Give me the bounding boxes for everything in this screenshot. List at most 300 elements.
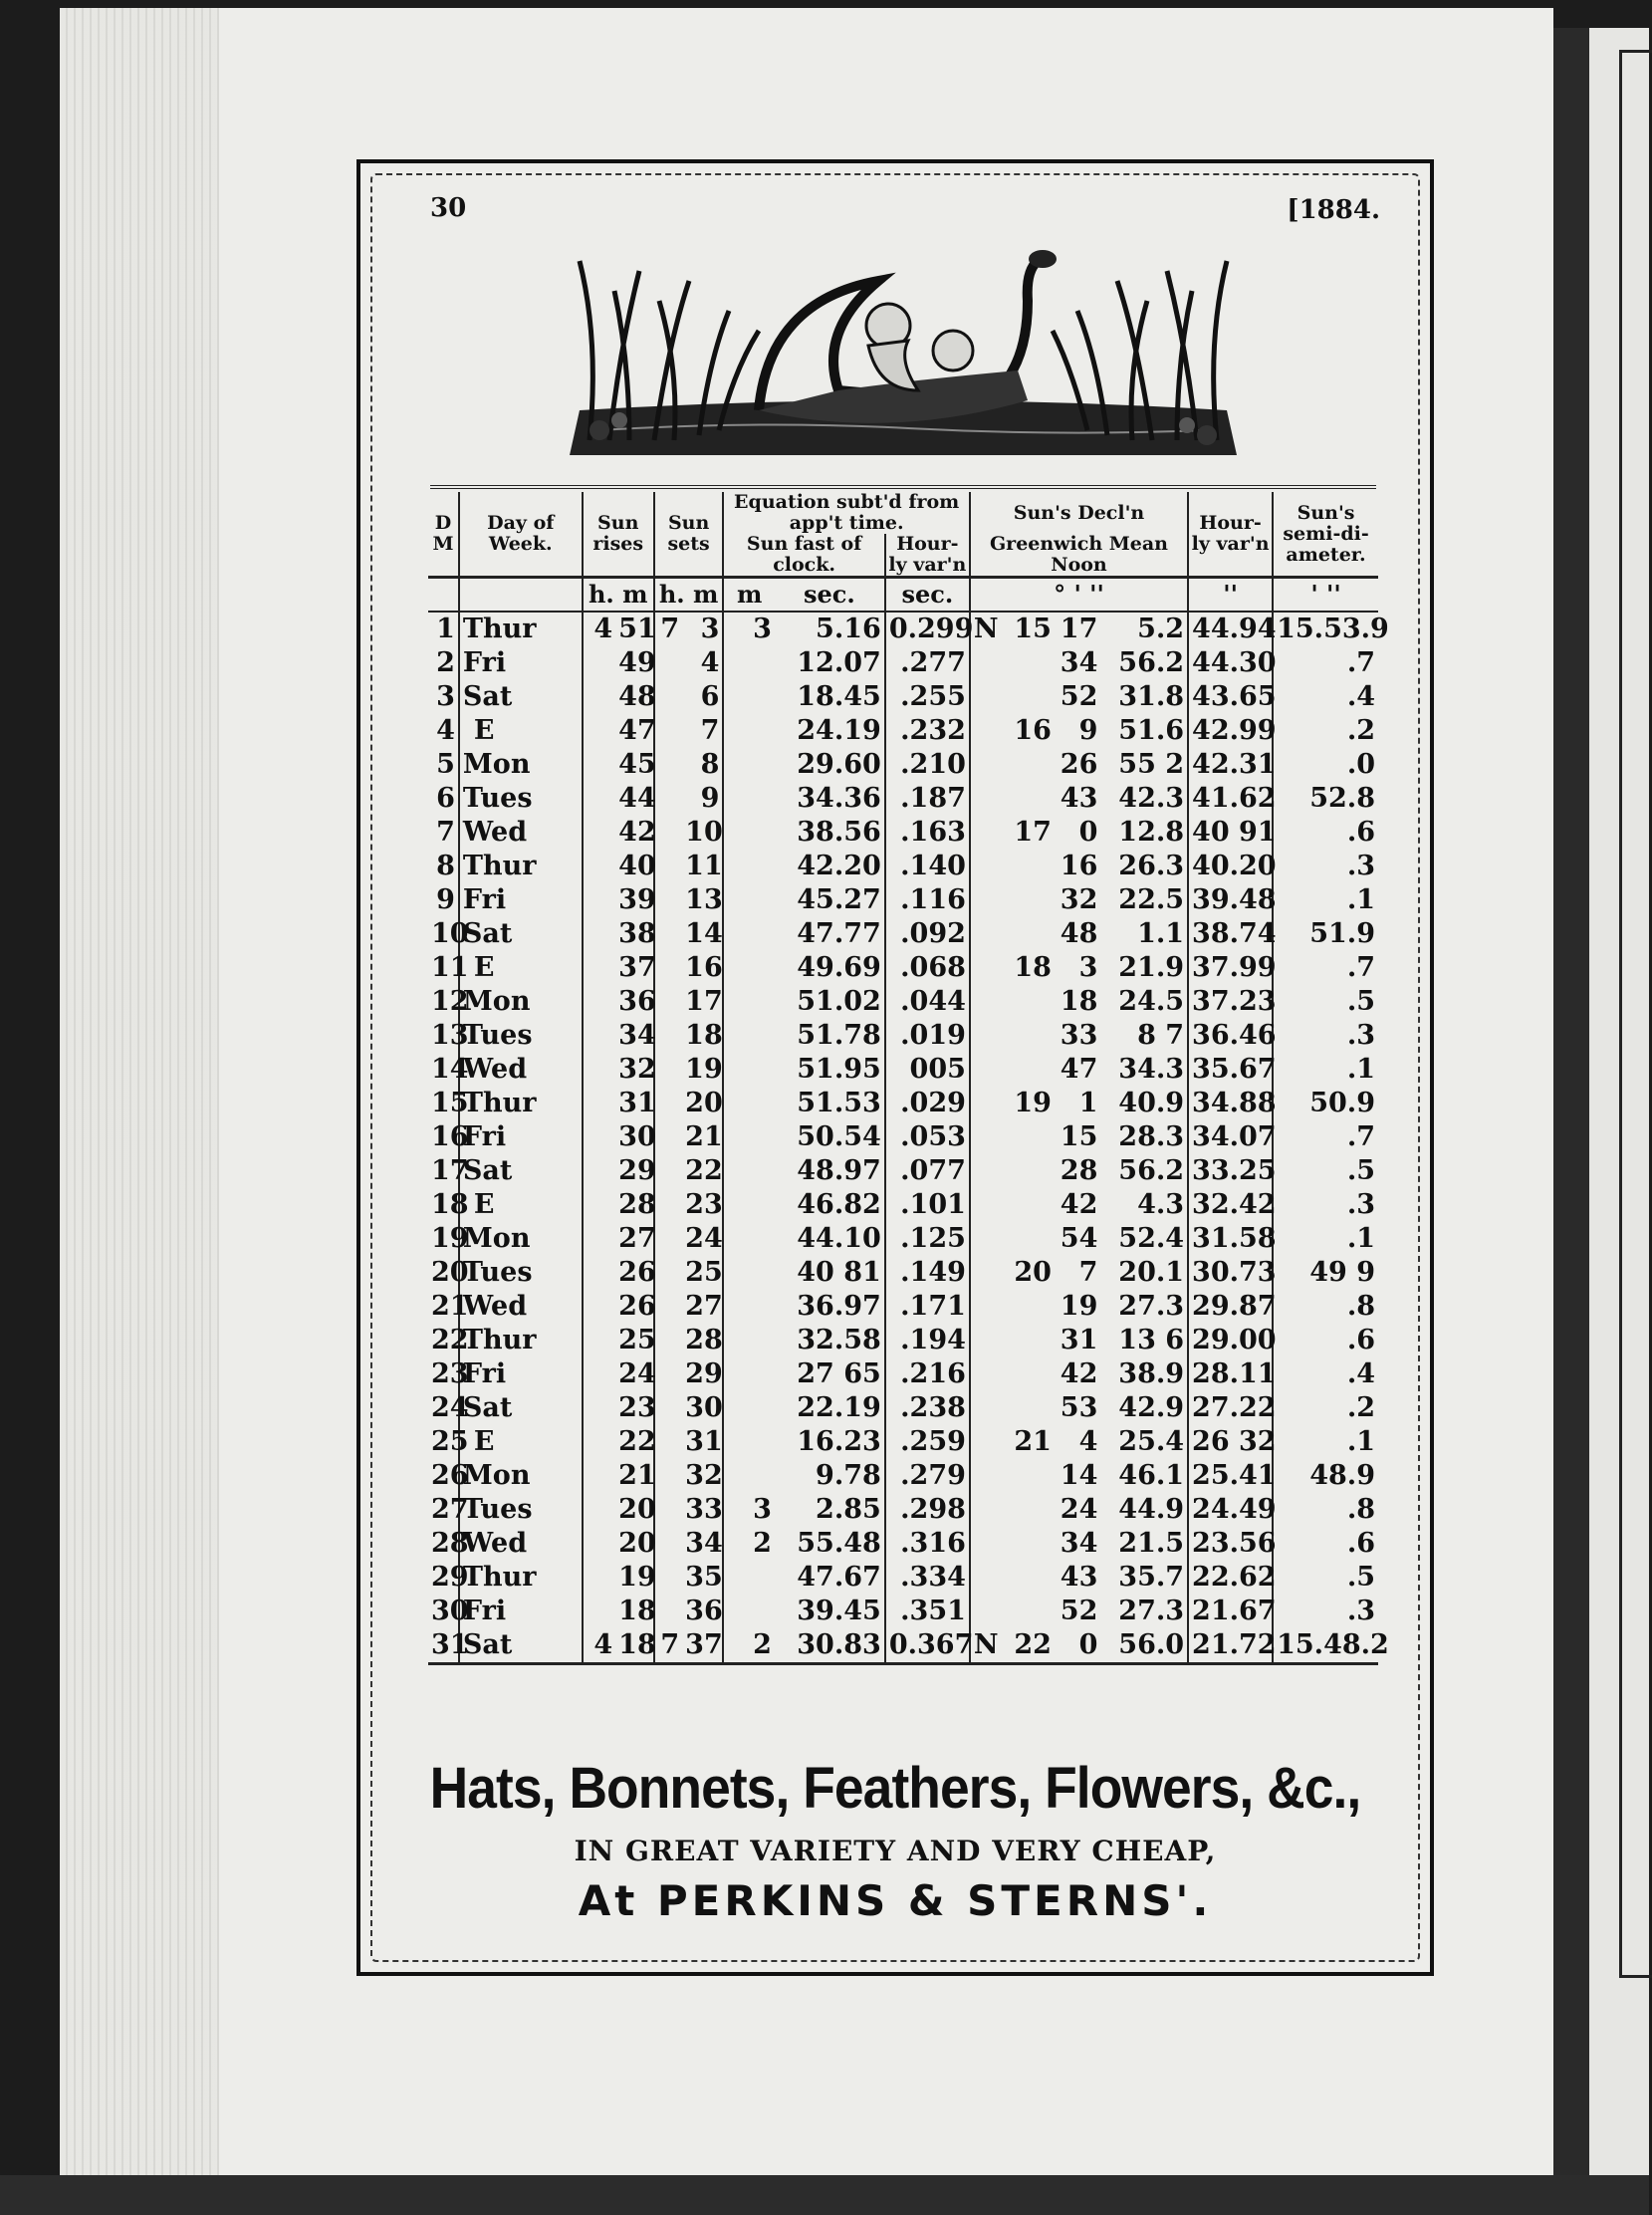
- cell-hv: 0.299: [885, 612, 970, 646]
- table-row: [428, 917, 1378, 951]
- cell-hv2: 23.56: [1188, 1527, 1273, 1561]
- cell-sh: [654, 816, 682, 850]
- cell-hv: .149: [885, 1256, 970, 1290]
- cell-dd: [1003, 1561, 1055, 1595]
- cell-es: 24.19: [797, 715, 881, 746]
- cell-semi: 52.8: [1273, 782, 1378, 816]
- cell-hv: .316: [885, 1527, 970, 1561]
- cell-d: 9: [436, 884, 455, 915]
- cell-es: 38.56: [797, 817, 881, 848]
- cell-ds: 35.7: [1118, 1562, 1185, 1593]
- cell-ds: 52.4: [1118, 1223, 1185, 1254]
- table-row: [428, 1391, 1378, 1425]
- cell-rm: 22: [618, 1426, 656, 1457]
- header-greenwich: Greenwich Mean Noon: [970, 534, 1188, 578]
- cell-dd: 22: [1003, 1628, 1055, 1664]
- header-semidiameter: Sun's semi-di-ameter.: [1273, 492, 1378, 578]
- cell-dn: [970, 1324, 1004, 1357]
- table-row: [428, 1628, 1378, 1664]
- cell-rm: 49: [618, 647, 656, 678]
- cell-ds: 21.5: [1118, 1528, 1185, 1559]
- cell-dd: 15: [1014, 614, 1052, 644]
- cell-w: Mon: [459, 985, 583, 1019]
- cell-sm: 30: [685, 1392, 723, 1423]
- cell-d: 11: [431, 952, 469, 983]
- cell-semi: 15.48.2: [1273, 1628, 1378, 1664]
- cell-semi: .6: [1273, 1527, 1378, 1561]
- cell-hv2: 25.41: [1188, 1459, 1273, 1493]
- cell-em: 3: [723, 612, 775, 646]
- cell-hv: .210: [885, 748, 970, 782]
- unit-semi: ' '': [1273, 578, 1378, 613]
- cell-em: [723, 782, 775, 816]
- table-row: [428, 1188, 1378, 1222]
- cell-es: 49.69: [797, 952, 881, 983]
- cell-es: 47.77: [797, 918, 881, 949]
- cell-sm: 14: [685, 918, 723, 949]
- cell-dd: [1003, 1222, 1055, 1256]
- page-year: [1884.: [1287, 195, 1380, 225]
- cell-hv2: 38.74: [1188, 917, 1273, 951]
- cell-dmi: 48: [1060, 918, 1098, 949]
- cell-dn: [970, 1357, 1004, 1391]
- cell-es: 29.60: [797, 749, 881, 780]
- cell-sm: 31: [685, 1426, 723, 1457]
- table-row: [428, 1493, 1378, 1527]
- cell-w: E: [459, 1425, 583, 1459]
- cell-dmi: 14: [1060, 1460, 1098, 1491]
- cell-es: 55.48: [797, 1528, 881, 1559]
- cell-rm: 40: [618, 851, 656, 881]
- table-row: [428, 1222, 1378, 1256]
- cell-em: 2: [723, 1527, 775, 1561]
- cell-em: [723, 1256, 775, 1290]
- header-equation: Equation subt'd from app't time.: [723, 492, 970, 534]
- cell-sm: 3: [700, 614, 720, 644]
- cell-hv2: 27.22: [1188, 1391, 1273, 1425]
- cell-semi: .2: [1273, 1391, 1378, 1425]
- cell-sh: [654, 1290, 682, 1324]
- cell-rm: 29: [618, 1155, 656, 1186]
- cell-rm: 20: [618, 1494, 656, 1525]
- cell-hv: .019: [885, 1019, 970, 1053]
- cell-hv: .216: [885, 1357, 970, 1391]
- cell-es: 51.02: [797, 986, 881, 1017]
- cell-dn: [970, 1222, 1004, 1256]
- cell-rh: [583, 1425, 616, 1459]
- cell-rh: [583, 816, 616, 850]
- table-row: [428, 816, 1378, 850]
- cell-es: 51.78: [797, 1020, 881, 1051]
- cell-rm: 38: [618, 918, 656, 949]
- table-row: [428, 1527, 1378, 1561]
- cell-hv: .077: [885, 1154, 970, 1188]
- cell-w: Wed: [459, 816, 583, 850]
- cell-d: 5: [436, 749, 455, 780]
- cell-sh: [654, 748, 682, 782]
- cell-dmi: 26: [1060, 749, 1098, 780]
- cell-es: 34.36: [797, 783, 881, 814]
- ad-headline: Hats, Bonnets, Feathers, Flowers, &c.,: [429, 1756, 1361, 1821]
- table-row: [428, 1120, 1378, 1154]
- cell-sh: [654, 951, 682, 985]
- cell-hv: .298: [885, 1493, 970, 1527]
- cell-sh: [654, 1019, 682, 1053]
- cell-sm: 8: [700, 749, 720, 780]
- cell-em: [723, 1188, 775, 1222]
- cell-es: 22.19: [797, 1392, 881, 1423]
- cell-sm: 37: [682, 1628, 723, 1664]
- cell-em: [723, 646, 775, 680]
- cell-sh: [654, 1561, 682, 1595]
- unit-decl: ° ' '': [970, 578, 1188, 613]
- cell-rm: 18: [615, 1628, 654, 1664]
- cell-sh: 7: [654, 612, 682, 646]
- cell-dd: [1003, 1120, 1055, 1154]
- cell-dd: [1003, 1459, 1055, 1493]
- cell-rm: 48: [618, 681, 656, 712]
- cell-d: 30: [431, 1596, 469, 1626]
- cell-hv2: 40 91: [1188, 816, 1273, 850]
- cell-es: 46.82: [797, 1189, 881, 1220]
- cell-d: 23: [431, 1358, 469, 1389]
- cell-sm: 36: [685, 1596, 723, 1626]
- cell-rm: 42: [618, 817, 656, 848]
- cell-em: [723, 1391, 775, 1425]
- cell-hv: .232: [885, 714, 970, 748]
- table-row: [428, 951, 1378, 985]
- almanac-table: [428, 491, 1389, 1665]
- facing-page-border: [1619, 50, 1652, 1978]
- table-row: [428, 1087, 1378, 1120]
- cell-rm: 51: [618, 614, 656, 644]
- cell-semi: .7: [1273, 951, 1378, 985]
- cell-ds: 38.9: [1118, 1358, 1185, 1389]
- cell-rm: 18: [618, 1596, 656, 1626]
- table-row: [428, 748, 1378, 782]
- cell-d: 14: [431, 1054, 469, 1085]
- cell-rh: [583, 1188, 616, 1222]
- table-row: [428, 1357, 1378, 1391]
- cell-w: Mon: [459, 1459, 583, 1493]
- table-row: [428, 1561, 1378, 1595]
- cell-hv2: 37.23: [1188, 985, 1273, 1019]
- cell-hv2: 31.58: [1188, 1222, 1273, 1256]
- cell-rm: 27: [618, 1223, 656, 1254]
- cell-dmi: 47: [1060, 1054, 1098, 1085]
- cell-d: 20: [431, 1257, 469, 1288]
- cell-w: Mon: [459, 1222, 583, 1256]
- cell-hv2: 32.42: [1188, 1188, 1273, 1222]
- cell-hv2: 44.30: [1188, 646, 1273, 680]
- cell-ds: 22.5: [1118, 884, 1185, 915]
- cell-dd: 18: [1014, 952, 1052, 983]
- cell-hv2: 40.20: [1188, 850, 1273, 883]
- cell-ds: 27.3: [1118, 1291, 1185, 1322]
- cell-hv: .279: [885, 1459, 970, 1493]
- cell-dmi: 15: [1060, 1121, 1098, 1152]
- cell-sm: 21: [685, 1121, 723, 1152]
- cell-rh: [583, 1154, 616, 1188]
- cell-dmi: 24: [1060, 1494, 1098, 1525]
- cell-hv2: 24.49: [1188, 1493, 1273, 1527]
- cell-hv2: 29.87: [1188, 1290, 1273, 1324]
- cell-rm: 36: [618, 986, 656, 1017]
- cell-em: [723, 1324, 775, 1357]
- binding-shadow: [1553, 28, 1589, 2184]
- cell-w: E: [459, 1188, 583, 1222]
- cell-hv: .163: [885, 816, 970, 850]
- cell-semi: .8: [1273, 1493, 1378, 1527]
- cell-sh: [654, 1357, 682, 1391]
- cell-rh: [583, 1459, 616, 1493]
- table-row: [428, 1256, 1378, 1290]
- cell-hv2: 42.31: [1188, 748, 1273, 782]
- cell-rm: 20: [618, 1528, 656, 1559]
- cell-dd: 17: [1014, 817, 1052, 848]
- cell-sm: 34: [685, 1528, 723, 1559]
- cell-rm: 30: [618, 1121, 656, 1152]
- cell-dd: [1003, 782, 1055, 816]
- cell-w: E: [459, 951, 583, 985]
- cell-semi: .4: [1273, 1357, 1378, 1391]
- cell-ds: 42.9: [1118, 1392, 1185, 1423]
- cell-dn: [970, 748, 1004, 782]
- cell-dd: 19: [1014, 1088, 1052, 1118]
- cell-sm: 22: [685, 1155, 723, 1186]
- cell-hv: .068: [885, 951, 970, 985]
- cell-semi: .8: [1273, 1290, 1378, 1324]
- header-sun-fast: Sun fast of clock.: [723, 534, 884, 578]
- cell-dn: [970, 1527, 1004, 1561]
- cell-dmi: 43: [1060, 783, 1098, 814]
- cell-hv: .194: [885, 1324, 970, 1357]
- cell-sm: 18: [685, 1020, 723, 1051]
- cell-rm: 47: [618, 715, 656, 746]
- cell-semi: .7: [1273, 1120, 1378, 1154]
- cell-rm: 37: [618, 952, 656, 983]
- cell-semi: 49 9: [1273, 1256, 1378, 1290]
- cell-d: 4: [436, 715, 455, 746]
- cell-dd: [1003, 1357, 1055, 1391]
- cell-sh: [654, 883, 682, 917]
- cell-d: 25: [431, 1426, 469, 1457]
- cell-w: Wed: [459, 1527, 583, 1561]
- cell-w: Fri: [459, 883, 583, 917]
- cell-ds: 27.3: [1118, 1596, 1185, 1626]
- cell-es: 45.27: [797, 884, 881, 915]
- cell-sm: 9: [700, 783, 720, 814]
- cell-em: [723, 748, 775, 782]
- cell-hv: .053: [885, 1120, 970, 1154]
- cell-hv2: 37.99: [1188, 951, 1273, 985]
- cell-rm: 28: [618, 1189, 656, 1220]
- cell-dmi: 52: [1060, 1596, 1098, 1626]
- cell-sh: [654, 1222, 682, 1256]
- cell-es: 39.45: [797, 1596, 881, 1626]
- cell-ds: 26.3: [1118, 851, 1185, 881]
- cell-rm: 26: [618, 1291, 656, 1322]
- cell-hv2: 42.99: [1188, 714, 1273, 748]
- cell-hv: 0.367: [885, 1628, 970, 1664]
- cell-hv2: 33.25: [1188, 1154, 1273, 1188]
- cell-es: 16.23: [797, 1426, 881, 1457]
- cell-w: Wed: [459, 1290, 583, 1324]
- cell-sm: 28: [685, 1325, 723, 1355]
- table-row: [428, 782, 1378, 816]
- cell-dd: [1003, 748, 1055, 782]
- top-rule: [430, 485, 1376, 489]
- cell-dd: 21: [1014, 1426, 1052, 1457]
- cell-ds: 20.1: [1118, 1257, 1185, 1288]
- table-row: [428, 714, 1378, 748]
- cell-semi: 15.53.9: [1273, 612, 1378, 646]
- cell-hv2: 44.94: [1188, 612, 1273, 646]
- cell-ds: 40.9: [1118, 1088, 1185, 1118]
- cell-sh: [654, 1527, 682, 1561]
- cell-es: 51.95: [797, 1054, 881, 1085]
- cell-semi: .1: [1273, 1425, 1378, 1459]
- cell-es: 47.67: [797, 1562, 881, 1593]
- cell-em: [723, 1290, 775, 1324]
- unit-hv1: sec.: [885, 578, 970, 613]
- cell-em: [723, 985, 775, 1019]
- cell-em: 3: [723, 1493, 775, 1527]
- cell-rh: [583, 646, 616, 680]
- cell-es: 30.83: [775, 1628, 885, 1664]
- cell-dn: [970, 883, 1004, 917]
- cell-hv: .259: [885, 1425, 970, 1459]
- cell-rh: [583, 680, 616, 714]
- cell-hv: .334: [885, 1561, 970, 1595]
- table-row: [428, 1019, 1378, 1053]
- cell-em: [723, 883, 775, 917]
- table-row: [428, 1324, 1378, 1357]
- cell-rm: 23: [618, 1392, 656, 1423]
- cell-dd: 20: [1014, 1257, 1052, 1288]
- cell-sm: 24: [685, 1223, 723, 1254]
- cell-dmi: 0: [1078, 817, 1098, 848]
- cell-dn: [970, 1053, 1004, 1087]
- cell-w: Thur: [459, 850, 583, 883]
- cell-dn: [970, 951, 1004, 985]
- cell-sh: [654, 1120, 682, 1154]
- cell-sh: [654, 646, 682, 680]
- cell-rh: [583, 1595, 616, 1628]
- cell-d: 24: [431, 1392, 469, 1423]
- cell-dn: [970, 816, 1004, 850]
- cell-em: [723, 1120, 775, 1154]
- cell-d: 27: [431, 1494, 469, 1525]
- cell-dd: [1003, 883, 1055, 917]
- cell-dn: [970, 782, 1004, 816]
- header-dm: D M: [428, 492, 459, 578]
- cell-sm: 17: [685, 986, 723, 1017]
- cell-hv: .171: [885, 1290, 970, 1324]
- cell-es: 12.07: [797, 647, 881, 678]
- cell-em: [723, 1561, 775, 1595]
- cell-ds: 55 2: [1118, 749, 1185, 780]
- cell-dn: [970, 1561, 1004, 1595]
- table-row: [428, 850, 1378, 883]
- cell-dd: [1003, 1493, 1055, 1527]
- header-hourly-var-2: Hour-ly var'n: [1188, 492, 1273, 578]
- cell-sm: 23: [685, 1189, 723, 1220]
- cell-w: Mon: [459, 748, 583, 782]
- cell-semi: .5: [1273, 1154, 1378, 1188]
- cell-hv: .140: [885, 850, 970, 883]
- cell-es: 32.58: [797, 1325, 881, 1355]
- almanac-page: [370, 171, 1420, 1964]
- cell-rh: [583, 883, 616, 917]
- cell-w: Sat: [459, 1154, 583, 1188]
- cell-dn: [970, 985, 1004, 1019]
- cell-hv2: 28.11: [1188, 1357, 1273, 1391]
- cell-hv: .125: [885, 1222, 970, 1256]
- cell-dn: [970, 680, 1004, 714]
- cell-semi: .7: [1273, 646, 1378, 680]
- cell-rh: [583, 1357, 616, 1391]
- cell-hv: .238: [885, 1391, 970, 1425]
- cell-rm: 34: [618, 1020, 656, 1051]
- cell-em: [723, 1595, 775, 1628]
- cell-dd: [1003, 1188, 1055, 1222]
- cell-ds: 4.3: [1137, 1189, 1185, 1220]
- cell-em: [723, 1425, 775, 1459]
- cell-w: E: [459, 714, 583, 748]
- cell-dn: [970, 917, 1004, 951]
- cell-hv2: 34.07: [1188, 1120, 1273, 1154]
- cell-semi: .1: [1273, 1053, 1378, 1087]
- page-edges: [60, 8, 219, 2175]
- cell-semi: 48.9: [1273, 1459, 1378, 1493]
- cell-d: 13: [431, 1020, 469, 1051]
- cell-dn: [970, 1595, 1004, 1628]
- cell-dn: [970, 1425, 1004, 1459]
- cell-rh: [583, 1087, 616, 1120]
- cell-rh: [583, 782, 616, 816]
- cell-sm: 20: [685, 1088, 723, 1118]
- cell-w: Fri: [459, 1595, 583, 1628]
- cell-sh: [654, 1425, 682, 1459]
- cell-ds: 25.4: [1118, 1426, 1185, 1457]
- cell-rh: [583, 1053, 616, 1087]
- cell-ds: 42.3: [1118, 783, 1185, 814]
- cell-sm: 29: [685, 1358, 723, 1389]
- cell-sh: [654, 1256, 682, 1290]
- cell-hv: .029: [885, 1087, 970, 1120]
- cell-em: [723, 1459, 775, 1493]
- cell-hv2: 43.65: [1188, 680, 1273, 714]
- unit-eq-s: sec.: [775, 578, 885, 613]
- cell-d: 15: [431, 1088, 469, 1118]
- cell-rh: [583, 951, 616, 985]
- cell-sm: 19: [685, 1054, 723, 1085]
- cell-dmi: 16: [1060, 851, 1098, 881]
- ad-subline: IN GREAT VARIETY AND VERY CHEAP,: [574, 1835, 1217, 1867]
- cell-dmi: 34: [1060, 1528, 1098, 1559]
- cell-rh: [583, 1019, 616, 1053]
- cell-w: Sat: [459, 917, 583, 951]
- cell-ds: 28.3: [1118, 1121, 1185, 1152]
- cell-sh: [654, 782, 682, 816]
- cell-dmi: 0: [1055, 1628, 1100, 1664]
- cell-semi: .0: [1273, 748, 1378, 782]
- cell-hv: .277: [885, 646, 970, 680]
- cell-d: 29: [431, 1562, 469, 1593]
- cell-dmi: 42: [1060, 1189, 1098, 1220]
- cell-dd: [1003, 646, 1055, 680]
